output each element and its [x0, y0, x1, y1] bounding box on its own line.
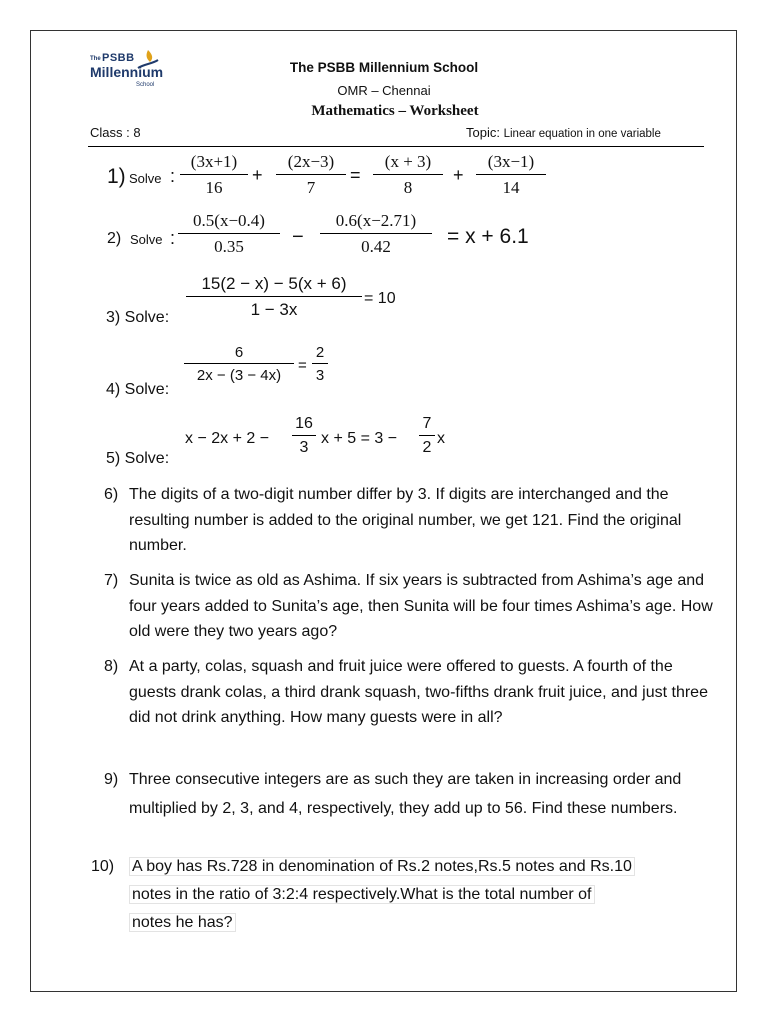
logo-text-millennium: Millennium: [90, 64, 164, 80]
logo-text-school: School: [136, 82, 155, 88]
class-label: Class : 8: [90, 125, 141, 140]
q1-f1-numerator: (3x+1): [190, 152, 238, 171]
q4-right-numerator: 2: [315, 344, 325, 361]
q1-plus-1: +: [252, 165, 263, 185]
q1-plus-2: +: [453, 165, 464, 185]
q10-number: 10): [91, 858, 115, 875]
q5-fraction-1: [292, 415, 316, 457]
q7-item: [104, 568, 714, 645]
q1-colon: :: [170, 166, 176, 186]
q1-f4-numerator: (3x−1): [487, 152, 535, 171]
q9-text: Three consecutive integers are as such they are taken in increasing order and multiplied by 2, 3, and 4, respectively, they add up to 56. Find these numbers.: [129, 771, 682, 817]
q2-f2-denominator: 0.42: [320, 233, 432, 257]
logo-text-the: The: [90, 56, 101, 62]
q5-expr-part-2: x + 5 = 3 −: [321, 430, 398, 447]
q8-item: [104, 654, 714, 731]
q3-label: 3) Solve:: [106, 309, 170, 326]
q2-fraction-1: [178, 211, 280, 257]
q1-equals: =: [350, 165, 361, 185]
topic: [466, 125, 661, 140]
q3-fraction: [186, 274, 362, 320]
q4-label: 4) Solve:: [106, 381, 170, 398]
q7-number: 7): [104, 572, 119, 589]
school-location: OMR – Chennai: [337, 83, 431, 98]
q1-f1-denominator: 16: [180, 174, 248, 198]
q6-number: 6): [104, 486, 119, 503]
q5-expr-part-1: x − 2x + 2 −: [185, 430, 270, 447]
q2-solve-label: Solve: [130, 232, 163, 247]
q2-colon: :: [170, 228, 176, 248]
q5-fraction-2: [419, 415, 435, 457]
q2-f1-denominator: 0.35: [178, 233, 280, 257]
q4-right-denominator: 3: [312, 363, 328, 384]
q1-number: 1): [107, 165, 126, 188]
q2-f2-numerator: 0.6(x−2.71): [335, 211, 417, 230]
school-name: The PSBB Millennium School: [289, 60, 479, 75]
q9-item: [104, 765, 714, 823]
q6-text: The digits of a two-digit number differ by 3. If digits are interchanged and the resulting number is added to the original number, we get 121. Find the original number.: [129, 486, 682, 554]
q7-text: Sunita is twice as old as Ashima. If six years is subtracted from Ashima’s age and four years added to Sunita’s age, then Sunita will be four times Ashima’s age. How old were they two years ago?: [129, 572, 713, 640]
q2-f1-numerator: 0.5(x−0.4): [193, 211, 265, 230]
q8-text: At a party, colas, squash and fruit juice were offered to guests. A fourth of the guests drank colas, a third drank squash, two-fifths drank fruit juice, and just three did not drink anything. How many guests were in all?: [129, 658, 708, 726]
q1-f3-denominator: 8: [373, 174, 443, 198]
topic-label: Topic:: [466, 125, 500, 140]
q10-line-1: A boy has Rs.728 in denomination of Rs.2 notes,Rs.5 notes and Rs.10: [129, 857, 635, 876]
q3-denominator: 1 − 3x: [186, 296, 362, 320]
q1-fraction-2: [276, 152, 346, 198]
q2-minus: −: [292, 226, 304, 248]
q5-label: 5) Solve:: [106, 450, 170, 467]
q1-f4-denominator: 14: [476, 174, 546, 198]
q1-fraction-4: [476, 152, 546, 198]
q4-fraction-right: [312, 344, 328, 384]
q4-numerator: 6: [234, 344, 244, 361]
q5-f2-numerator: 7: [422, 415, 432, 432]
q4-fraction-left: [184, 344, 294, 384]
q5-f1-denominator: 3: [292, 435, 316, 457]
q6-item: [104, 482, 714, 559]
q5-f2-denominator: 2: [419, 435, 435, 457]
worksheet-title: Mathematics – Worksheet: [311, 103, 479, 119]
q10-line-3: notes he has?: [129, 913, 236, 932]
q4-denominator: 2x − (3 − 4x): [184, 363, 294, 384]
q5-expr-part-3: x: [437, 430, 445, 447]
q1-f3-numerator: (x + 3): [384, 152, 432, 171]
q4-equals: =: [298, 357, 307, 374]
q1-fraction-3: [373, 152, 443, 198]
q1-fraction-1: [180, 152, 248, 198]
q2-fraction-2: [320, 211, 432, 257]
q10-item: [91, 853, 714, 937]
q1-f2-numerator: (2x−3): [287, 152, 335, 171]
q2-number: 2): [107, 230, 122, 247]
q2-rhs: = x + 6.1: [447, 225, 529, 248]
q10-line-2: notes in the ratio of 3:2:4 respectively.What is the total number of: [129, 885, 595, 904]
q1-solve-label: Solve: [129, 171, 162, 186]
q1-f2-denominator: 7: [276, 174, 346, 198]
logo-text-psbb: PSBB: [102, 52, 135, 64]
q5-f1-numerator: 16: [295, 415, 313, 432]
q10-text: [129, 853, 714, 937]
topic-value: Linear equation in one variable: [503, 128, 661, 140]
q3-numerator: 15(2 − x) − 5(x + 6): [201, 274, 347, 293]
q8-number: 8): [104, 658, 119, 675]
header-divider: [88, 146, 704, 147]
q9-number: 9): [104, 771, 119, 788]
q3-rhs: = 10: [364, 290, 396, 307]
